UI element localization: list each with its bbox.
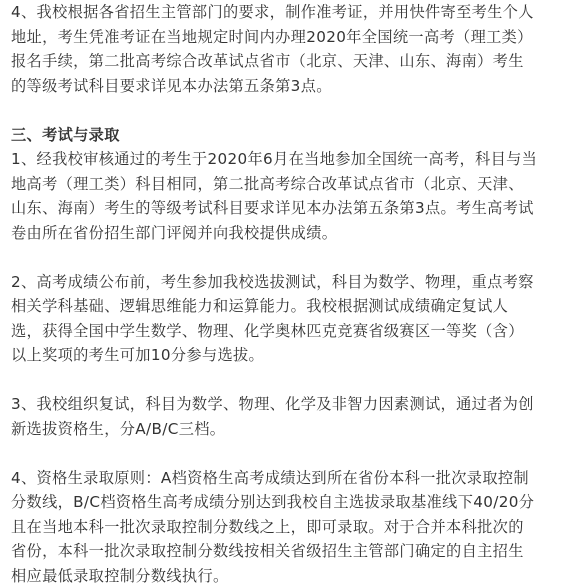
text-line: 3、我校组织复试，科目为数学、物理、化学及非智力因素测试，通过者为创 [11,392,574,417]
text-line: 地址，考生凭准考证在当地规定时间内办理2020年全国统一高考（理工类） [11,25,574,50]
text-line: 1、经我校审核通过的考生于2020年6月在当地参加全国统一高考，科目与当 [11,147,574,172]
text-line: 分数线，B/C档资格生高考成绩分别达到我校自主选拔录取基准线下40/20分 [11,490,574,515]
paragraph-spacer [11,245,574,270]
text-line: 相应最低录取控制分数线执行。 [11,564,574,588]
text-line: 选，获得全国中学生数学、物理、化学奥林匹克竞赛省级赛区一等奖（含） [11,319,574,344]
text-line: 报名手续，第二批高考综合改革试点省市（北京、天津、山东、海南）考生 [11,49,574,74]
text-line: 地高考（理工类）科目相同，第二批高考综合改革试点省市（北京、天津、 [11,172,574,197]
text-line: 相关学科基础、逻辑思维能力和运算能力。我校根据测试成绩确定复试人 [11,294,574,319]
heading-text: 三、考试与录取 [11,123,574,148]
text-line: 省份，本科一批次录取控制分数线按相关省级招生主管部门确定的自主招生 [11,539,574,564]
paragraph-admission-principle [11,466,574,588]
text-line: 的等级考试科目要求详见本办法第五条第3点。 [11,74,574,99]
text-line: 以上奖项的考生可加10分参与选拔。 [11,343,574,368]
paragraph-spacer [11,441,574,466]
paragraph-exam [11,147,574,245]
text-line: 山东、海南）考生的等级考试科目要求详见本办法第五条第3点。考生高考试 [11,196,574,221]
text-line: 且在当地本科一批次录取控制分数线之上，即可录取。对于合并本科批次的 [11,515,574,540]
paragraph-retest [11,392,574,441]
paragraph-spacer [11,98,574,123]
paragraph-selection-test [11,270,574,368]
text-line: 2、高考成绩公布前，考生参加我校选拔测试，科目为数学、物理，重点考察 [11,270,574,295]
text-line: 4、资格生录取原则：A档资格生高考成绩达到所在省份本科一批次录取控制 [11,466,574,491]
text-line: 新选拔资格生，分A/B/C三档。 [11,417,574,442]
document-body [11,0,574,588]
text-line: 卷由所在省份招生部门评阅并向我校提供成绩。 [11,221,574,246]
paragraph-admission-ticket [11,0,574,98]
section-heading [11,123,574,148]
paragraph-spacer [11,368,574,393]
text-line: 4、我校根据各省招生主管部门的要求，制作准考证，并用快件寄至考生个人 [11,0,574,25]
